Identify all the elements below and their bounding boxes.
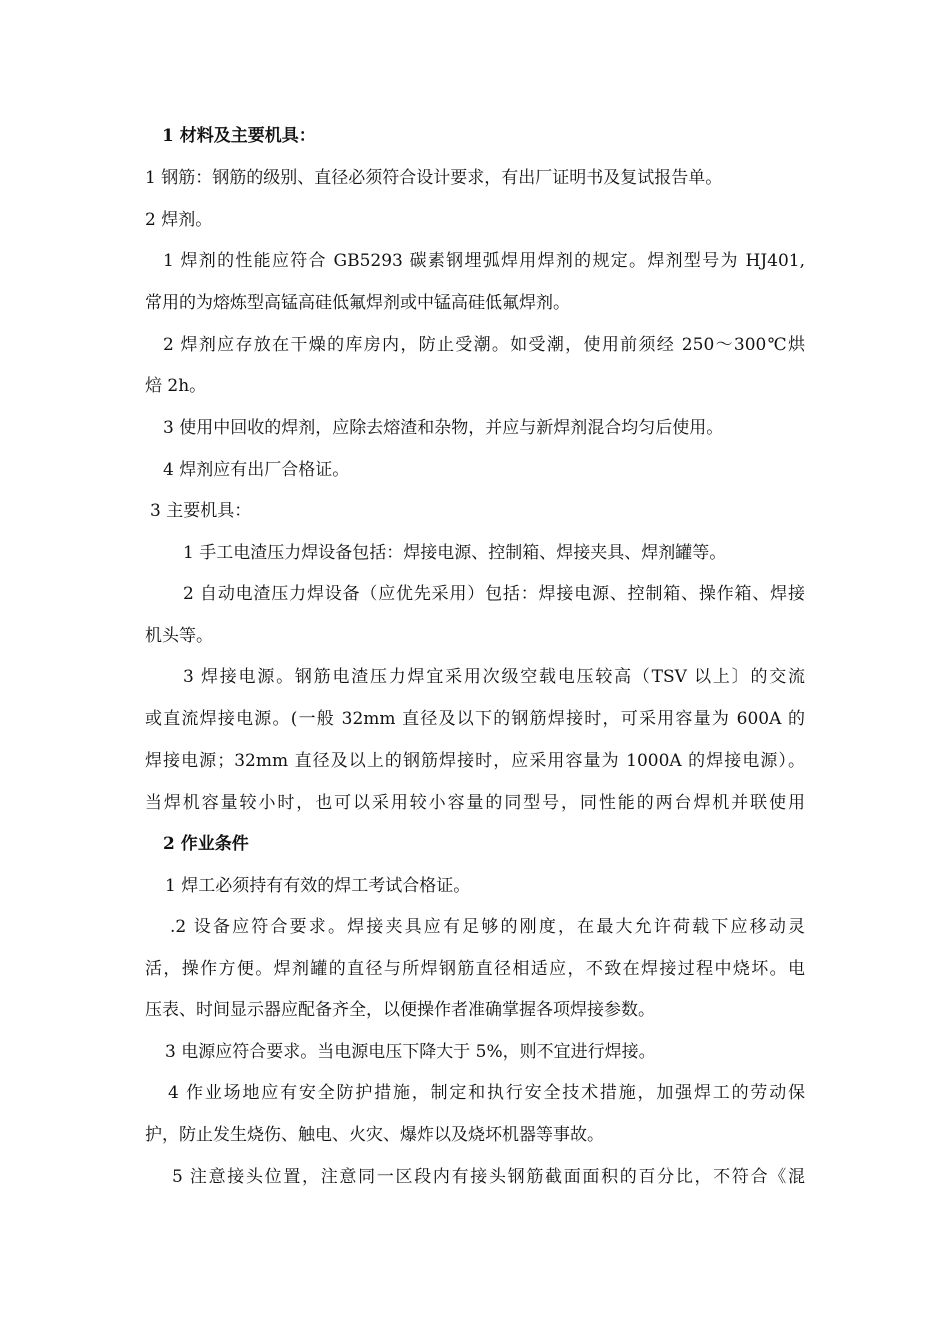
paragraph-line: 1 手工电渣压力焊设备包括：焊接电源、控制箱、焊接夹具、焊剂罐等。 [183, 543, 727, 563]
subheading-flux: 2 焊剂。 [145, 210, 213, 230]
heading-work-conditions: 2 作业条件 [163, 834, 249, 854]
paragraph-line: 1 焊工必须持有有效的焊工考试合格证。 [165, 876, 471, 896]
paragraph-line: 3 电源应符合要求。当电源电压下降大于 5%，则不宜进行焊接。 [165, 1042, 656, 1062]
subheading-main-tools: 3 主要机具： [150, 501, 252, 521]
paragraph-line: 1 焊剂的性能应符合 GB5293 碳素钢埋弧焊用焊剂的规定。焊剂型号为 HJ401, [163, 251, 805, 271]
paragraph-line: 2 自动电渣压力焊设备（应优先采用）包括：焊接电源、控制箱、操作箱、焊接 [183, 584, 805, 604]
paragraph-line: 3 使用中回收的焊剂，应除去熔渣和杂物，并应与新焊剂混合均匀后使用。 [163, 418, 724, 438]
paragraph-line: 当焊机容量较小时，也可以采用较小容量的同型号，同性能的两台焊机并联使用 [145, 793, 805, 813]
heading-materials-and-tools: 1 材料及主要机具： [162, 126, 316, 146]
paragraph-line: 3 焊接电源。钢筋电渣压力焊宜采用次级空载电压较高（TSV 以上〕的交流 [183, 667, 805, 687]
paragraph-line: 焊接电源；32mm 直径及以上的钢筋焊接时，应采用容量为 1000A 的焊接电源）。 [145, 751, 805, 771]
paragraph-line: 1 钢筋：钢筋的级别、直径必须符合设计要求，有出厂证明书及复试报告单。 [145, 168, 723, 188]
paragraph-line: 2 焊剂应存放在干燥的库房内，防止受潮。如受潮，使用前须经 250～300℃烘 [163, 335, 805, 355]
paragraph-line: 5 注意接头位置，注意同一区段内有接头钢筋截面面积的百分比，不符合《混 [172, 1167, 805, 1187]
paragraph-line: 4 作业场地应有安全防护措施，制定和执行安全技术措施，加强焊工的劳动保 [168, 1083, 805, 1103]
paragraph-line: 或直流焊接电源。(一般 32mm 直径及以下的钢筋焊接时，可采用容量为 600A 的 [145, 709, 805, 729]
paragraph-line: 压表、时间显示器应配备齐全，以便操作者准确掌握各项焊接参数。 [145, 1000, 655, 1020]
paragraph-line: 4 焊剂应有出厂合格证。 [163, 460, 350, 480]
paragraph-line: .2 设备应符合要求。焊接夹具应有足够的刚度，在最大允许荷载下应移动灵 [170, 917, 805, 937]
paragraph-line: 常用的为熔炼型高锰高硅低氟焊剂或中锰高硅低氟焊剂。 [145, 293, 570, 313]
paragraph-line: 活，操作方便。焊剂罐的直径与所焊钢筋直径相适应，不致在焊接过程中烧坏。电 [145, 959, 805, 979]
paragraph-line: 焙 2h。 [145, 376, 207, 396]
paragraph-line: 机头等。 [145, 626, 213, 646]
paragraph-line: 护，防止发生烧伤、触电、火灾、爆炸以及烧坏机器等事故。 [145, 1125, 604, 1145]
